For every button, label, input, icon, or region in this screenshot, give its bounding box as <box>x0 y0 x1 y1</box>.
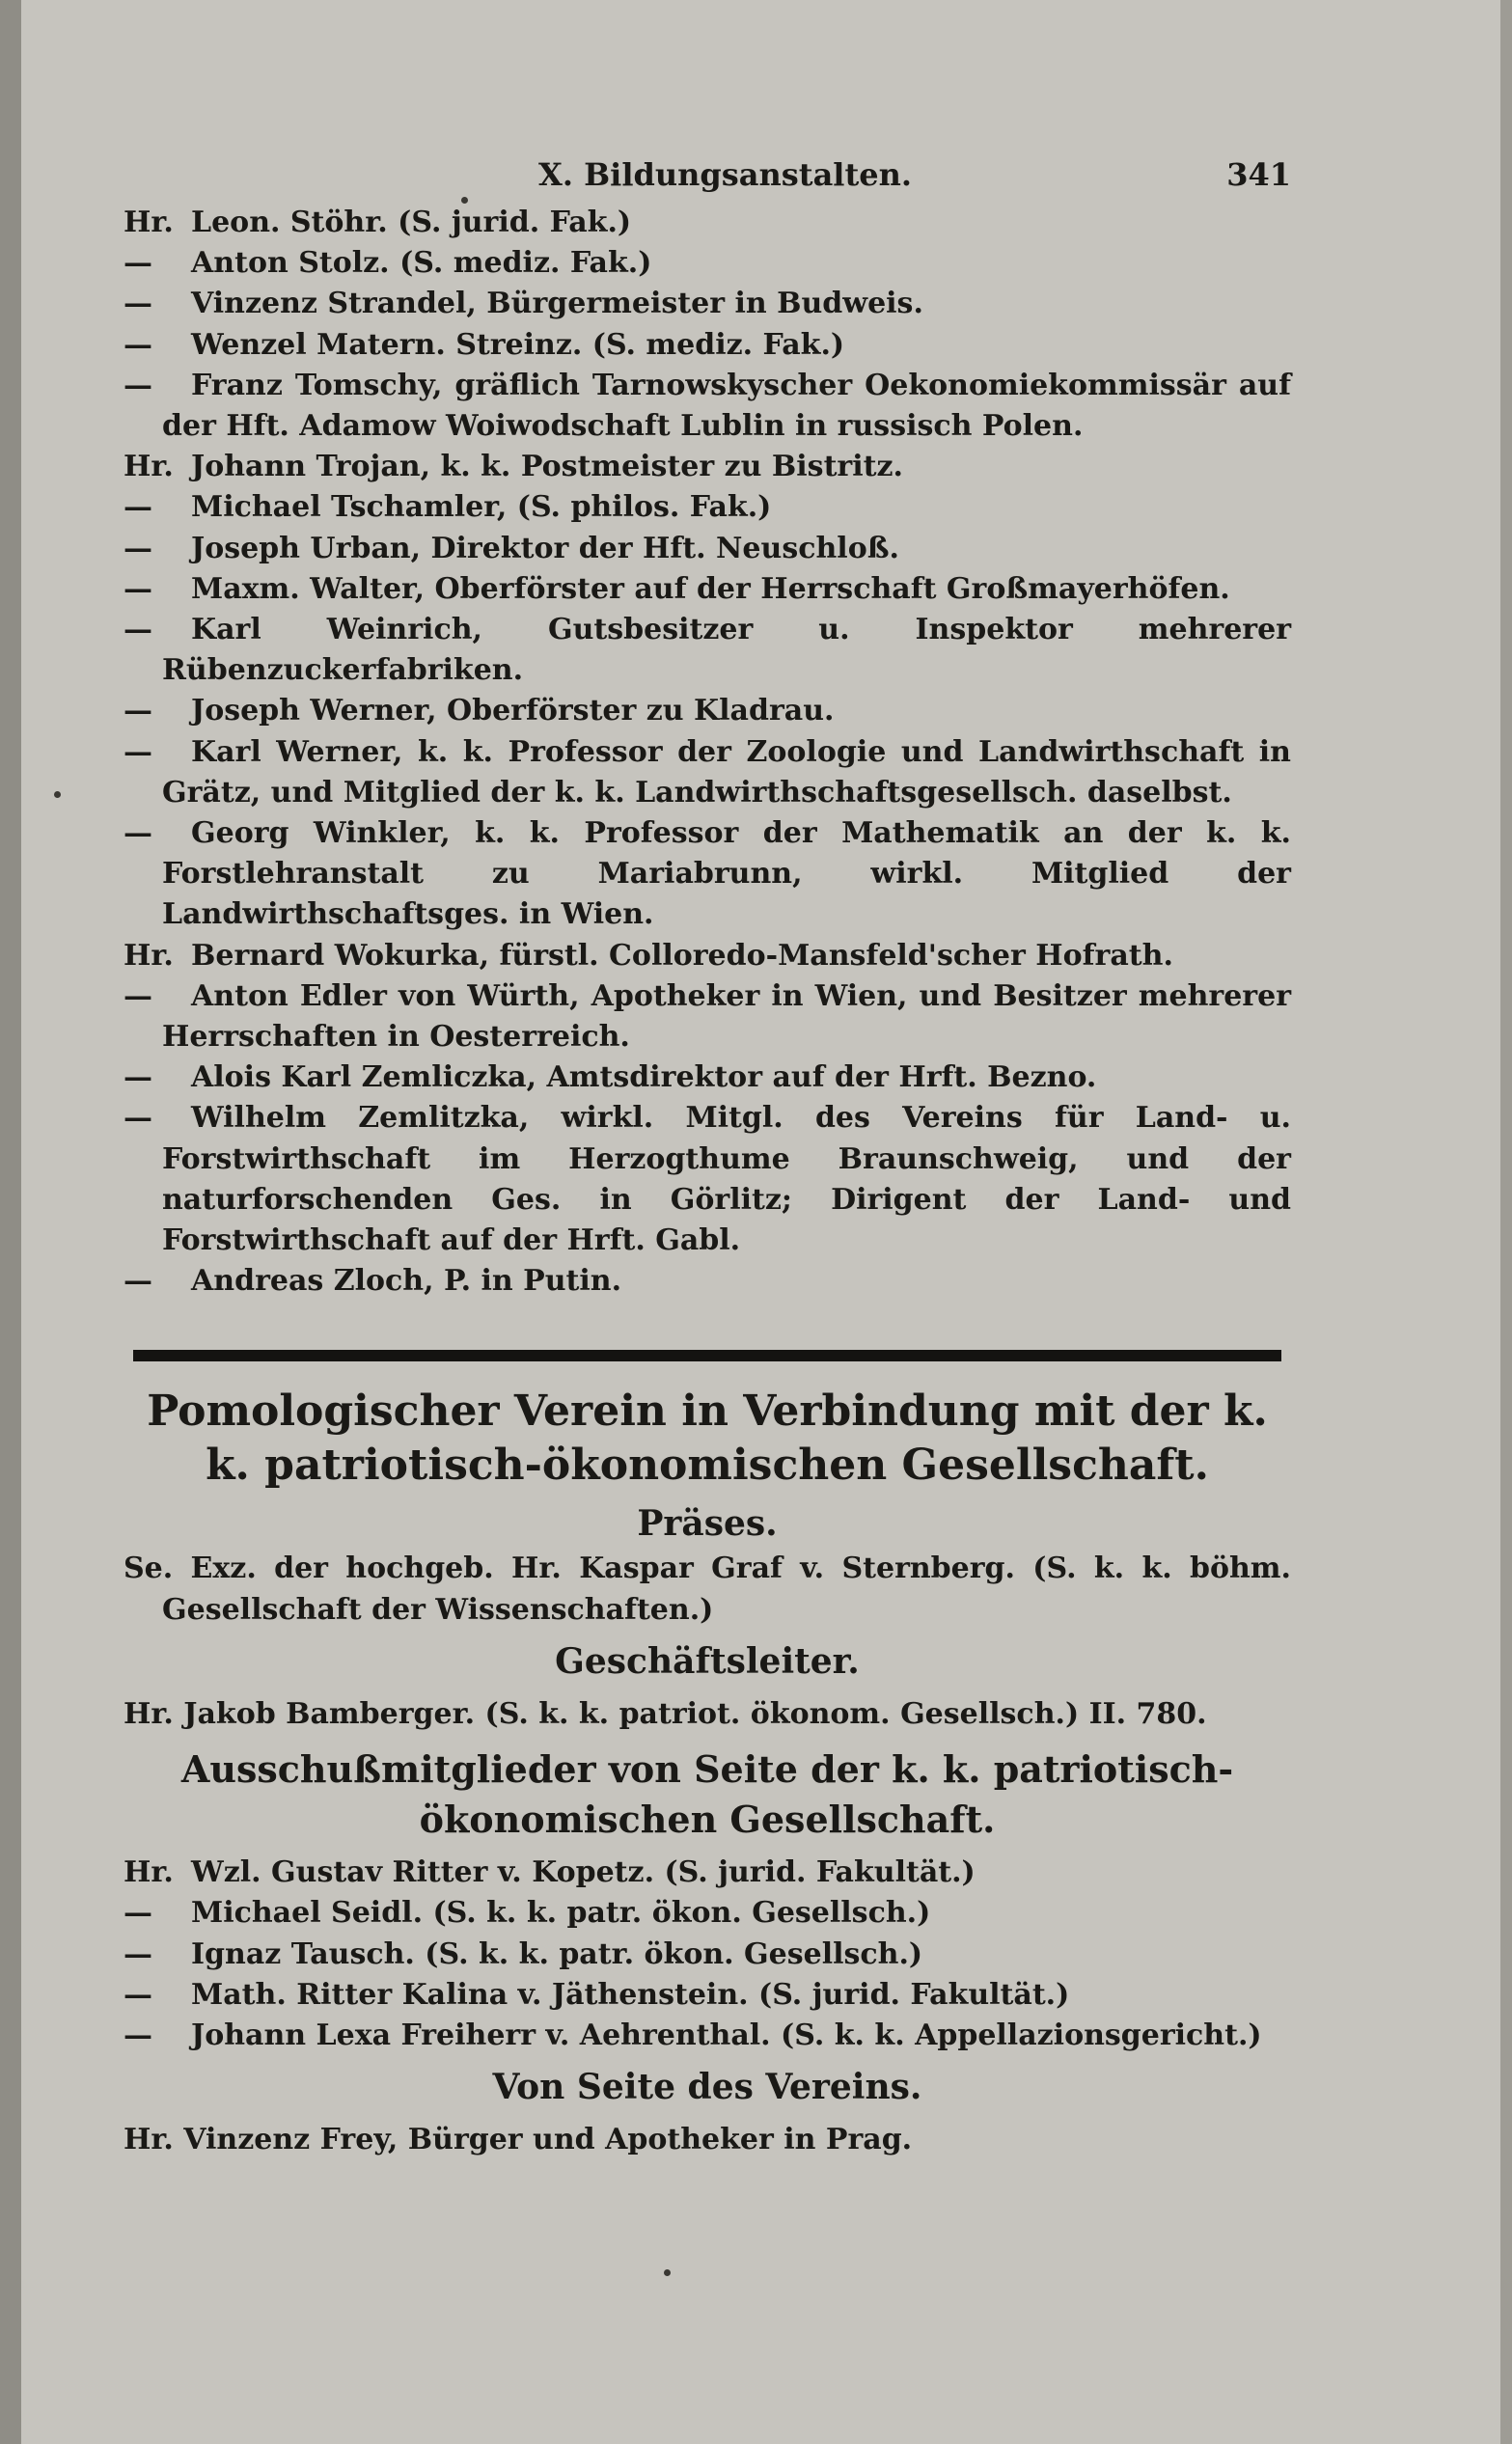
list-item <box>124 447 1291 487</box>
page-content <box>124 156 1291 2160</box>
entry-prefix: — <box>124 287 152 321</box>
entry-text: Alois Karl Zemliczka, Amtsdirektor auf der Hrft. Bezno. <box>191 1060 1097 1095</box>
entry-prefix: — <box>124 246 152 281</box>
entry-text: Anton Stolz. (S. mediz. Fak.) <box>191 246 652 281</box>
entry-prefix: Hr. <box>124 450 174 484</box>
entry-text: Maxm. Walter, Oberförster auf der Herrschaft Großmayerhöfen. <box>191 571 1230 606</box>
ausschuss-heading: Ausschußmitglieder von Seite der k. k. patriotisch-ökonomischen Gesellschaft. <box>180 1747 1234 1842</box>
entry-text: Ignaz Tausch. (S. k. k. patr. ökon. Gesellsch.) <box>191 1936 923 1971</box>
praeses-text: Se. Exz. der hochgeb. Hr. Kaspar Graf v. Sternberg. (S. k. k. böhm. Gesellschaft der Wissenschaften.) <box>124 1552 1291 1627</box>
list-item <box>124 1098 1291 1261</box>
verein-heading: Von Seite des Vereins. <box>492 2067 922 2108</box>
ink-spot <box>664 2269 671 2276</box>
entry-prefix: — <box>124 1264 152 1299</box>
list-item <box>124 1975 1291 2016</box>
running-header <box>124 156 1291 203</box>
leiter-heading: Geschäftsleiter. <box>555 1640 860 1682</box>
member-list <box>124 203 1291 1302</box>
entry-prefix: Hr. <box>124 1855 174 1890</box>
entry-text: Vinzenz Strandel, Bürgermeister in Budweis. <box>191 287 923 321</box>
entry-text: Joseph Urban, Direktor der Hft. Neuschloß. <box>191 531 899 565</box>
entry-text: Math. Ritter Kalina v. Jäthenstein. (S. jurid. Fakultät.) <box>191 1977 1070 2012</box>
entry-text: Karl Werner, k. k. Professor der Zoologie und Landwirthschaft in Grätz, und Mitglied der k. k. Landwirthschaftsgesellsch. daselbst. <box>162 734 1291 810</box>
list-item <box>124 529 1291 569</box>
list-item <box>124 203 1291 243</box>
list-item <box>124 487 1291 528</box>
entry-text: Wilhelm Zemlitzka, wirkl. Mitgl. des Vereins für Land- u. Forstwirthschaft im Herzogthume Braunschweig, und der naturforschenden Ges. in Görlitz; Dirigent der Land- und Forstwirthschaft auf der Hrft. Gabl. <box>162 1101 1291 1258</box>
entry-prefix: — <box>124 490 152 525</box>
entry-text: Karl Weinrich, Gutsbesitzer u. Inspektor mehrerer Rübenzuckerfabriken. <box>162 613 1291 688</box>
entry-prefix: — <box>124 2018 152 2052</box>
page-left-edge <box>0 0 21 2444</box>
entry-prefix: — <box>124 1936 152 1971</box>
page-number: 341 <box>1226 156 1291 193</box>
list-item <box>124 976 1291 1057</box>
list-item <box>124 610 1291 691</box>
entry-text: Franz Tomschy, gräflich Tarnowskyscher Oekonomiekommissär auf der Hft. Adamow Woiwodschaft Lublin in russisch Polen. <box>162 368 1291 444</box>
praeses-heading: Präses. <box>637 1503 778 1545</box>
ausschuss-list <box>124 1853 1291 2056</box>
entry-prefix: — <box>124 816 152 851</box>
list-item <box>124 284 1291 324</box>
entry-prefix: — <box>124 1101 152 1136</box>
list-item <box>124 569 1291 610</box>
entry-prefix: — <box>124 694 152 728</box>
header-title: X. Bildungsanstalten. <box>538 156 912 193</box>
entry-text: Wenzel Matern. Streinz. (S. mediz. Fak.) <box>191 327 845 362</box>
entry-text: Joseph Werner, Oberförster zu Kladrau. <box>191 694 835 728</box>
entry-text: Leon. Stöhr. (S. jurid. Fak.) <box>191 206 632 239</box>
entry-text: Michael Tschamler, (S. philos. Fak.) <box>191 490 772 525</box>
entry-prefix: — <box>124 734 152 769</box>
list-item <box>124 2016 1291 2056</box>
entry-prefix: — <box>124 613 152 647</box>
entry-text: Anton Edler von Würth, Apotheker in Wien, und Besitzer mehrerer Herrschaften in Oesterreich. <box>162 978 1291 1055</box>
leiter-text: Hr. Jakob Bamberger. (S. k. k. patriot. ökonom. Gesellsch.) II. 780. <box>124 1696 1207 1731</box>
entry-prefix: — <box>124 1060 152 1095</box>
entry-prefix: — <box>124 531 152 565</box>
section-title: Pomologischer Verein in Verbindung mit der k. k. patriotisch-ökonomischen Gesellschaft. <box>147 1387 1268 1491</box>
entry-prefix: — <box>124 327 152 362</box>
list-item <box>124 1935 1291 1975</box>
entry-prefix: — <box>124 978 152 1013</box>
list-item <box>124 1057 1291 1098</box>
entry-prefix: — <box>124 571 152 606</box>
entry-prefix: Hr. <box>124 206 174 239</box>
ink-spot <box>54 791 61 798</box>
list-item <box>124 325 1291 366</box>
entry-text: Georg Winkler, k. k. Professor der Mathematik an der k. k. Forstlehranstalt zu Mariabrunn, wirkl. Mitglied der Landwirthschaftsges. in Wien. <box>162 816 1291 932</box>
list-item <box>124 366 1291 447</box>
list-item <box>124 243 1291 284</box>
verein-text: Hr. Vinzenz Frey, Bürger und Apotheker in Prag. <box>124 2123 913 2157</box>
entry-text: Wzl. Gustav Ritter v. Kopetz. (S. jurid. Fakultät.) <box>191 1855 976 1890</box>
entry-prefix: — <box>124 368 152 402</box>
list-item <box>124 936 1291 976</box>
entry-text: Michael Seidl. (S. k. k. patr. ökon. Gesellsch.) <box>191 1896 931 1931</box>
list-item <box>124 1853 1291 1893</box>
page-right-edge <box>1500 0 1512 2444</box>
entry-text: Bernard Wokurka, fürstl. Colloredo-Mansfeld'scher Hofrath. <box>191 938 1173 973</box>
entry-text: Johann Lexa Freiherr v. Aehrenthal. (S. k. k. Appellazionsgericht.) <box>191 2018 1262 2052</box>
list-item <box>124 1261 1291 1302</box>
list-item <box>124 691 1291 731</box>
entry-text: Andreas Zloch, P. in Putin. <box>191 1264 622 1299</box>
list-item <box>124 1893 1291 1934</box>
entry-prefix: Hr. <box>124 938 174 973</box>
list-item <box>124 732 1291 813</box>
entry-text: Johann Trojan, k. k. Postmeister zu Bistritz. <box>191 450 903 484</box>
section-divider <box>133 1350 1281 1361</box>
entry-prefix: — <box>124 1977 152 2012</box>
entry-prefix: — <box>124 1896 152 1931</box>
list-item <box>124 813 1291 936</box>
